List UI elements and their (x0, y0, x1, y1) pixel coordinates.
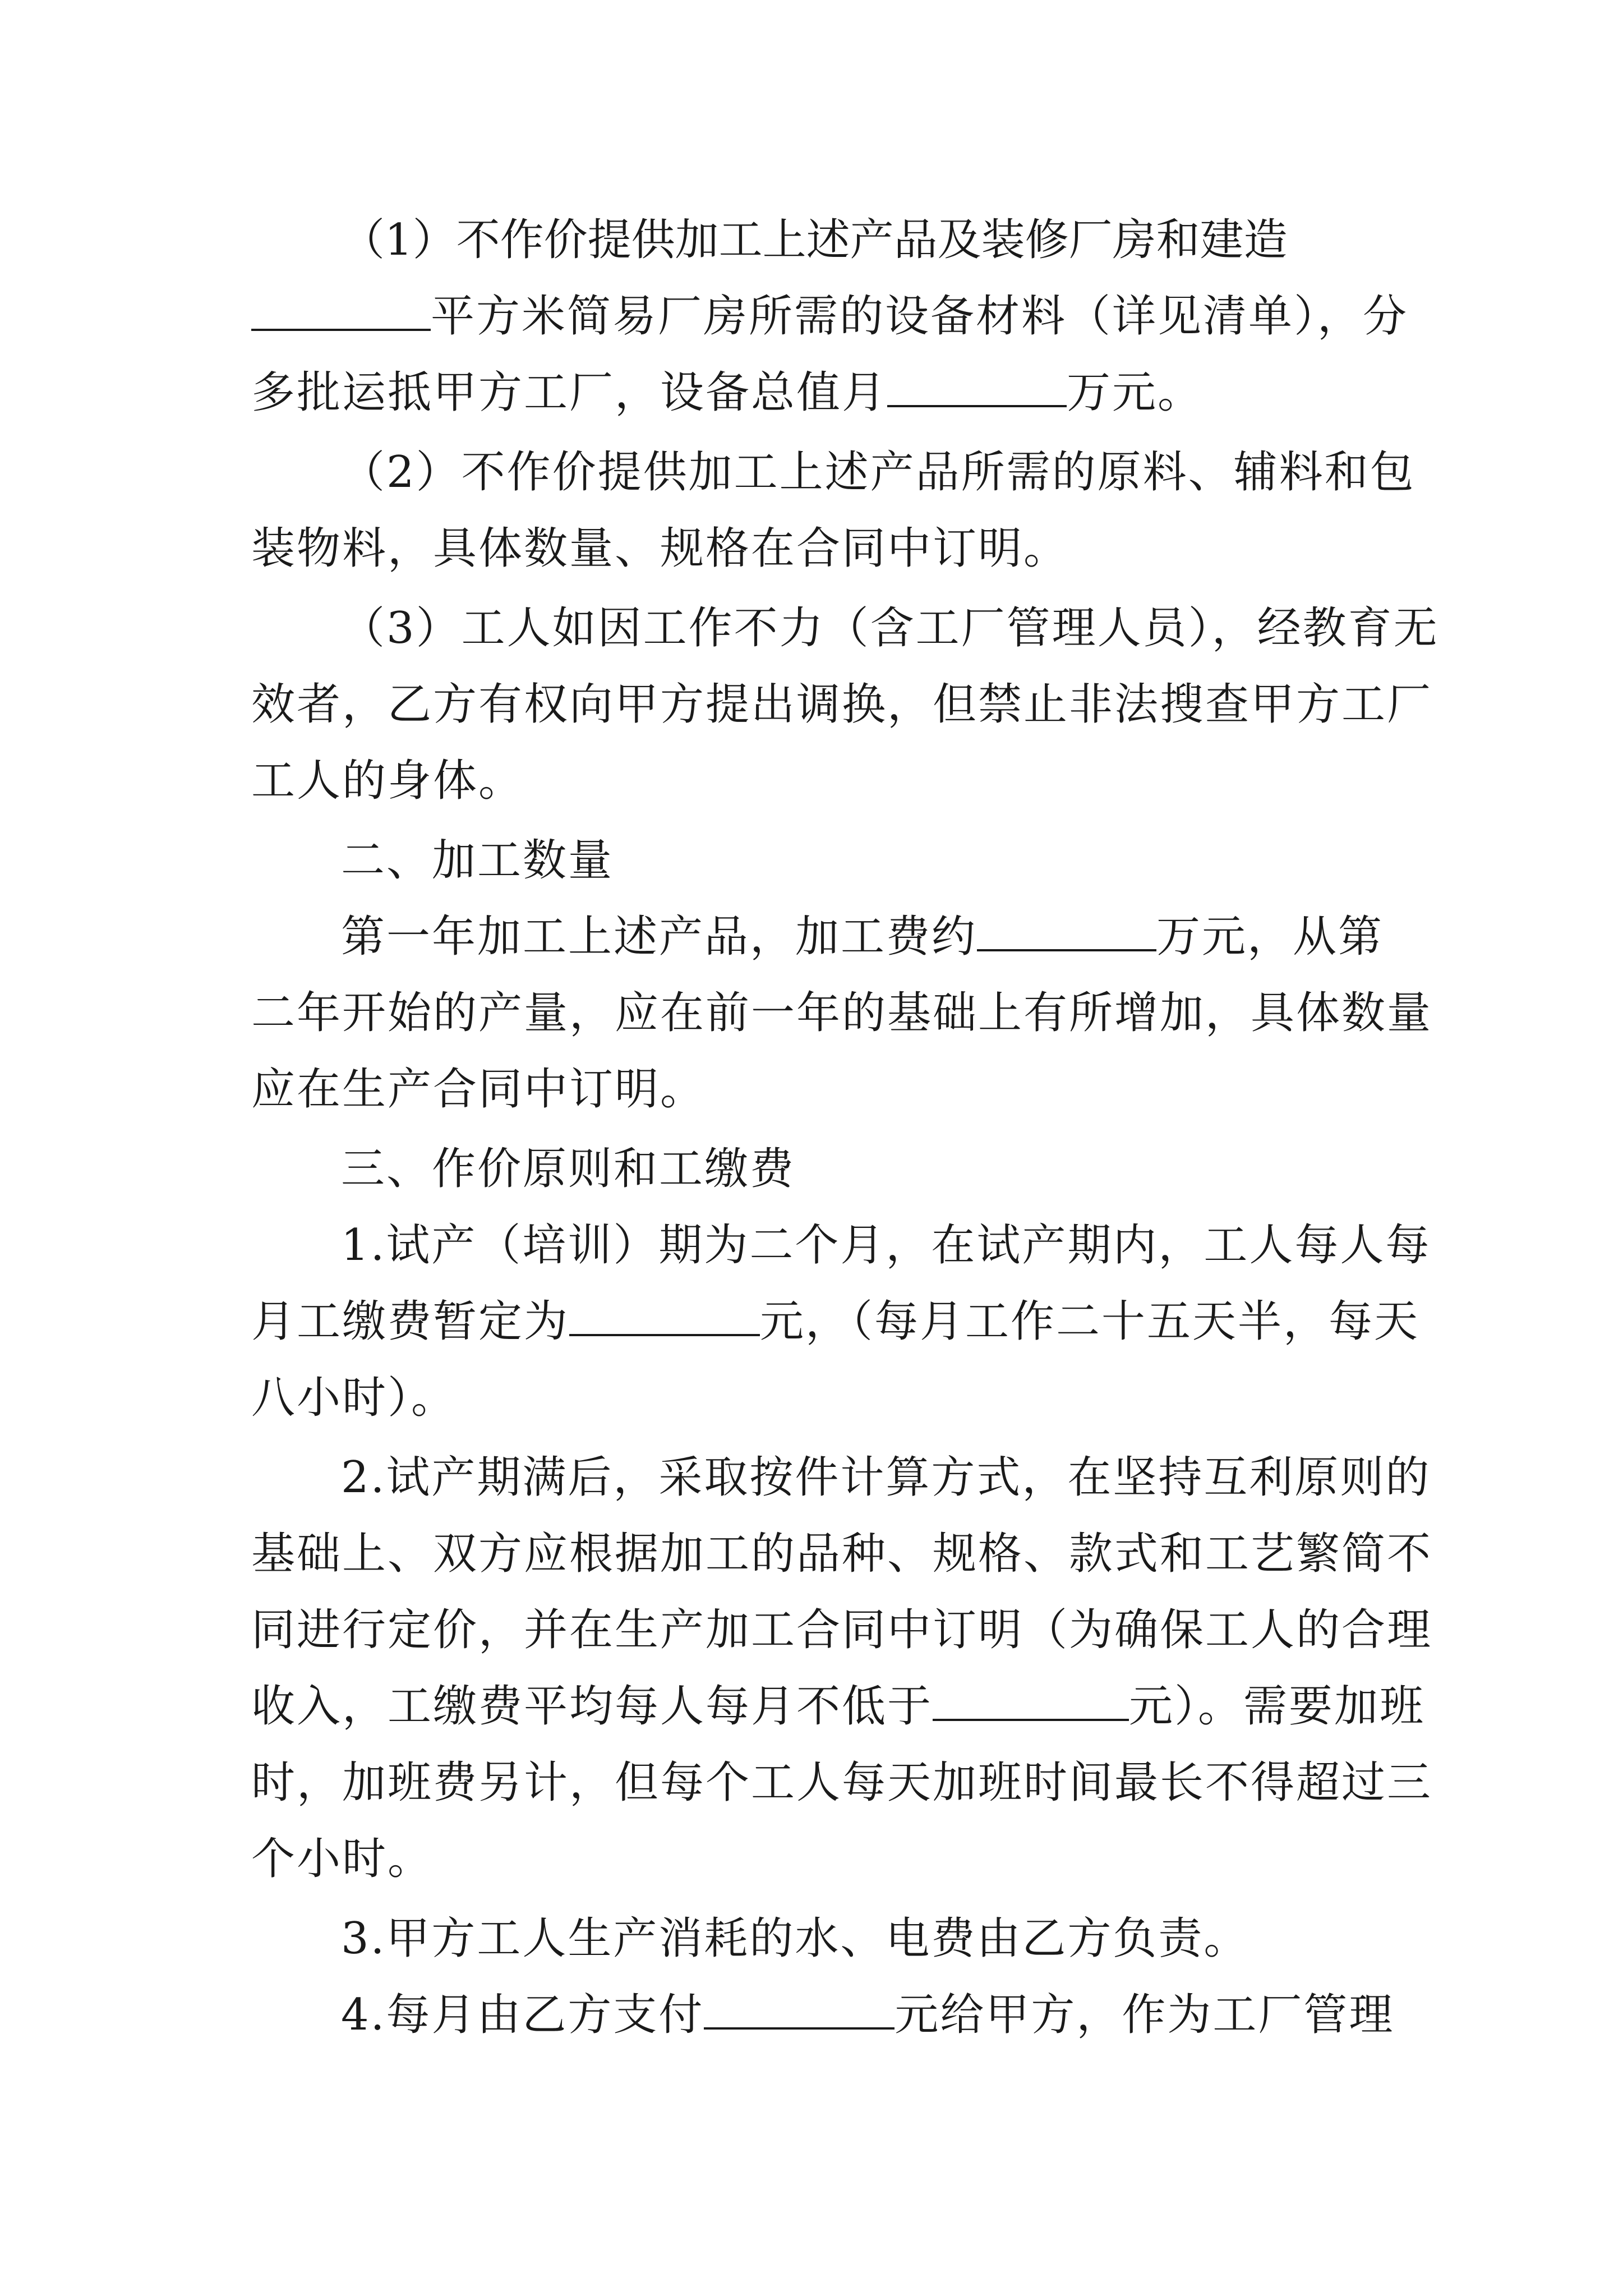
text-line-content: 八小时）。 (251, 1373, 457, 1423)
text-line (251, 985, 1432, 1041)
text-line (251, 1294, 1419, 1350)
text-line-content: 基础上、双方应根据加工的品种、规格、款式和工艺繁简不 (251, 1529, 1433, 1579)
text-line-content: 平方米简易厂房所需的设备材料（详见清单），分 (431, 291, 1409, 342)
text-line-content: 元给甲方，作为工厂管理 (895, 1990, 1395, 2040)
text-line-content: 应在生产合同中订明。 (251, 1064, 706, 1115)
text-line (251, 1755, 1432, 1811)
fill-in-blank[interactable] (569, 1299, 760, 1336)
fill-in-blank[interactable] (251, 294, 431, 331)
text-line-content: 个小时。 (251, 1834, 434, 1884)
text-line-content: 第一年加工上述产品，加工费约 (341, 912, 978, 962)
text-line (341, 909, 1384, 965)
text-line-content: 装物料，具体数量、规格在合同中订明。 (251, 523, 1069, 574)
text-line (341, 1450, 1431, 1506)
text-line (341, 1911, 1249, 1967)
text-line-content: 二、加工数量 (341, 835, 614, 886)
text-line (251, 365, 1203, 421)
text-line (341, 1217, 1431, 1273)
fill-in-blank[interactable] (704, 1993, 895, 2030)
text-line (341, 600, 1439, 656)
text-line-content: 万元，从第 (1156, 912, 1384, 962)
text-line (341, 212, 1384, 268)
fill-in-blank[interactable] (977, 914, 1156, 951)
section-heading (341, 832, 614, 889)
text-line-content: 万元。 (1067, 367, 1204, 418)
text-line (251, 1526, 1432, 1582)
text-line (251, 677, 1432, 733)
text-line-content: 工人的身体。 (251, 756, 524, 806)
text-line-content: 元）。需要加班 (1129, 1681, 1426, 1732)
text-line (251, 288, 1408, 344)
text-line-content: 二年开始的产量，应在前一年的基础上有所增加，具体数量 (251, 988, 1433, 1038)
text-line (251, 753, 524, 809)
text-line (251, 1061, 706, 1117)
text-line-content: 元，（每月工作二十五天半，每天 (760, 1296, 1420, 1347)
text-line-content: 2.试产期满后，采取按件计算方式，在坚持互利原则的 (341, 1452, 1431, 1503)
fill-in-blank[interactable] (887, 370, 1067, 407)
text-line (251, 1602, 1432, 1658)
text-line-content: 4.每月由乙方支付 (341, 1990, 704, 2040)
text-line-content: 月工缴费暂定为 (251, 1296, 570, 1347)
text-line-content: （3）工人如因工作不力（含工厂管理人员），经教育无 (341, 603, 1439, 654)
text-line-content: 同进行定价，并在生产加工合同中订明（为确保工人的合理 (251, 1605, 1433, 1655)
text-line (341, 1987, 1394, 2043)
text-line (251, 1831, 433, 1887)
text-line-content: 3.甲方工人生产消耗的水、电费由乙方负责。 (341, 1913, 1249, 1964)
text-line (251, 1678, 1425, 1734)
text-line (251, 521, 1069, 577)
text-line-content: 三、作价原则和工缴费 (341, 1144, 796, 1194)
text-line (251, 1370, 457, 1426)
text-line-content: 1.试产（培训）期为二个月，在试产期内，工人每人每 (341, 1220, 1431, 1271)
text-line-content: 多批运抵甲方工厂，设备总值月 (251, 367, 888, 418)
text-line-content: （2）不作价提供加工上述产品所需的原料、辅料和包 (341, 447, 1415, 498)
text-line-content: 时，加班费另计，但每个工人每天加班时间最长不得超过三 (251, 1757, 1433, 1808)
text-line (341, 444, 1415, 500)
text-line-content: 效者，乙方有权向甲方提出调换，但禁止非法搜查甲方工厂 (251, 679, 1433, 730)
text-line-content: 收入，工缴费平均每人每月不低于 (251, 1681, 933, 1732)
fill-in-blank[interactable] (933, 1684, 1129, 1721)
section-heading (341, 1141, 795, 1197)
text-line-content: （1）不作价提供加工上述产品及装修厂房和建造 (341, 215, 1288, 265)
